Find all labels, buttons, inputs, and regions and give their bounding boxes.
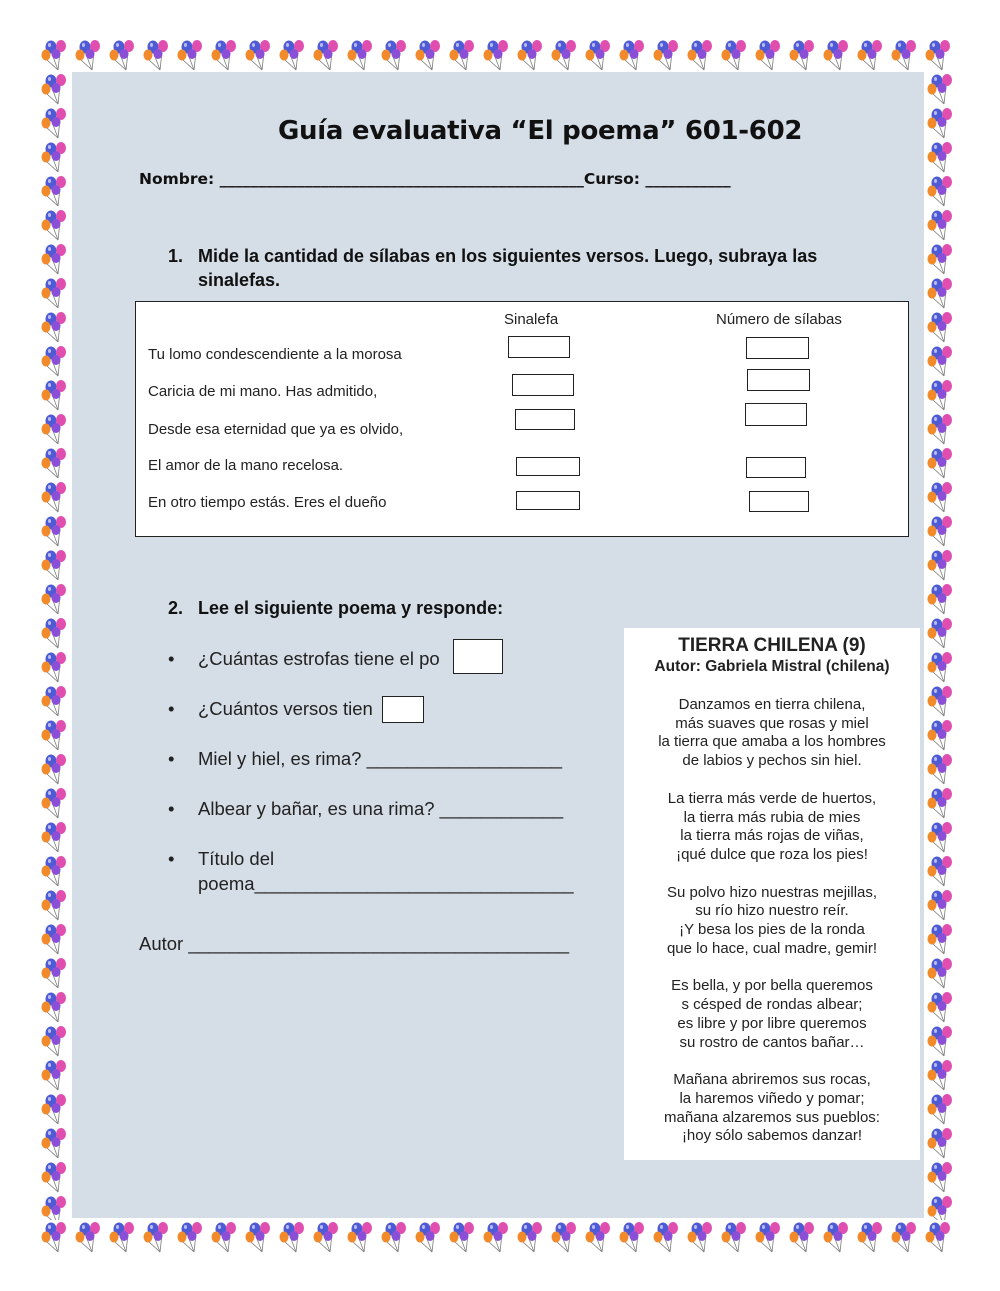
verse-2: Caricia de mi mano. Has admitido, [148, 383, 378, 400]
silabas-input-4[interactable] [746, 457, 806, 478]
question-2-text: Lee el siguiente poema y responde: [198, 598, 504, 618]
question-titulo-line1: Título del [198, 848, 275, 869]
poem-line: Es bella, y por bella queremos [671, 977, 873, 995]
question-1 [168, 244, 858, 292]
question-1-text: Mide la cantidad de sílabas en los siguientes versos. Luego, subraya las sinalefas. [198, 246, 818, 290]
autor-line: Autor _____________________________________ [139, 933, 570, 954]
poem-line: Danzamos en tierra chilena, [678, 696, 866, 713]
poem-line: es libre y por libre queremos [677, 1014, 867, 1032]
sinalefa-input-3[interactable] [515, 409, 575, 430]
poem-line: la tierra más rojas de viñas, [680, 827, 864, 845]
balloons-icon [38, 72, 72, 1220]
poem-stanza-5 [624, 1071, 920, 1146]
silabas-input-2[interactable] [747, 369, 810, 391]
bullet: • [168, 848, 175, 869]
poem-line: que lo hace, cual madre, gemir! [666, 939, 878, 957]
question-albear: Albear y bañar, es una rima? ____________ [198, 798, 564, 819]
verse-4: El amor de la mano recelosa. [148, 457, 344, 474]
poem-stanza-1 [624, 696, 920, 771]
poem-line: mañana alzaremos sus pueblos: [664, 1108, 880, 1126]
balloons-icon [38, 38, 958, 72]
verse-3: Desde esa eternidad que ya es olvido, [148, 421, 404, 438]
poem-stanza-4 [624, 977, 920, 1052]
poem-line: ¡Y besa los pies de la ronda [679, 921, 865, 939]
balloon-border-top [38, 38, 958, 72]
poem-line: La tierra más verde de huertos, [667, 789, 877, 807]
name-course-line: Nombre: _______________________________________________Curso: ___________ [139, 170, 731, 188]
poem-line: Mañana abriremos sus rocas, [673, 1071, 871, 1089]
poem-author: Autor: Gabriela Mistral (chilena) [654, 658, 890, 675]
poem-line: ¡hoy sólo sabemos danzar! [681, 1127, 863, 1145]
column-header-sinalefa: Sinalefa [504, 311, 559, 328]
poem-line: su rostro de cantos bañar… [679, 1033, 865, 1051]
balloon-border-bottom [38, 1220, 958, 1254]
question-2 [168, 598, 503, 619]
bullet: • [168, 698, 175, 719]
question-miel-hiel: Miel y hiel, es rima? ___________________ [198, 748, 563, 769]
silabas-input-3[interactable] [745, 403, 807, 426]
poem-line: Su polvo hizo nuestras mejillas, [666, 883, 878, 901]
silabas-input-5[interactable] [749, 491, 809, 512]
sinalefa-input-4[interactable] [516, 457, 580, 476]
question-1-number: 1. [168, 246, 184, 266]
poem-line: más suaves que rosas y miel [675, 714, 869, 732]
sinalefa-input-1[interactable] [508, 336, 570, 358]
balloons-icon [924, 72, 958, 1220]
balloon-border-right [924, 72, 958, 1220]
poem-panel [624, 628, 920, 1160]
verse-1: Tu lomo condescendiente a la morosa [148, 346, 402, 363]
question-versos: ¿Cuántos versos tien [198, 698, 373, 719]
poem-title: TIERRA CHILENA (9) [678, 635, 866, 656]
question-titulo-line2: poema_______________________________ [198, 873, 574, 894]
question-2-number: 2. [168, 598, 184, 618]
sinalefa-input-2[interactable] [512, 374, 574, 396]
versos-answer-box[interactable] [382, 696, 424, 723]
bullet: • [168, 648, 175, 669]
poem-line: ¡qué dulce que roza los pies! [676, 845, 868, 863]
question-estrofas: ¿Cuántas estrofas tiene el po [198, 648, 440, 669]
page-title: Guía evaluativa “El poema” 601-602 [278, 116, 803, 146]
column-header-silabas: Número de sílabas [716, 311, 842, 328]
poem-line: de labios y pechos sin hiel. [682, 752, 862, 770]
poem-stanza-2 [624, 790, 920, 865]
poem-line: la tierra más rubia de mies [683, 808, 861, 826]
poem-line: su río hizo nuestro reír. [695, 902, 849, 920]
balloon-border-left [38, 72, 72, 1220]
poem-line: la haremos viñedo y pomar; [679, 1089, 865, 1107]
estrofas-answer-box[interactable] [453, 639, 503, 674]
verse-5: En otro tiempo estás. Eres el dueño [148, 494, 387, 511]
balloons-icon [38, 1220, 958, 1254]
silabas-input-1[interactable] [746, 337, 809, 359]
bullet: • [168, 748, 175, 769]
bullet: • [168, 798, 175, 819]
poem-line: s césped de rondas albear; [681, 996, 863, 1014]
sinalefa-input-5[interactable] [516, 491, 580, 510]
poem-stanza-3 [624, 884, 920, 959]
poem-line: la tierra que amaba a los hombres [658, 733, 886, 751]
